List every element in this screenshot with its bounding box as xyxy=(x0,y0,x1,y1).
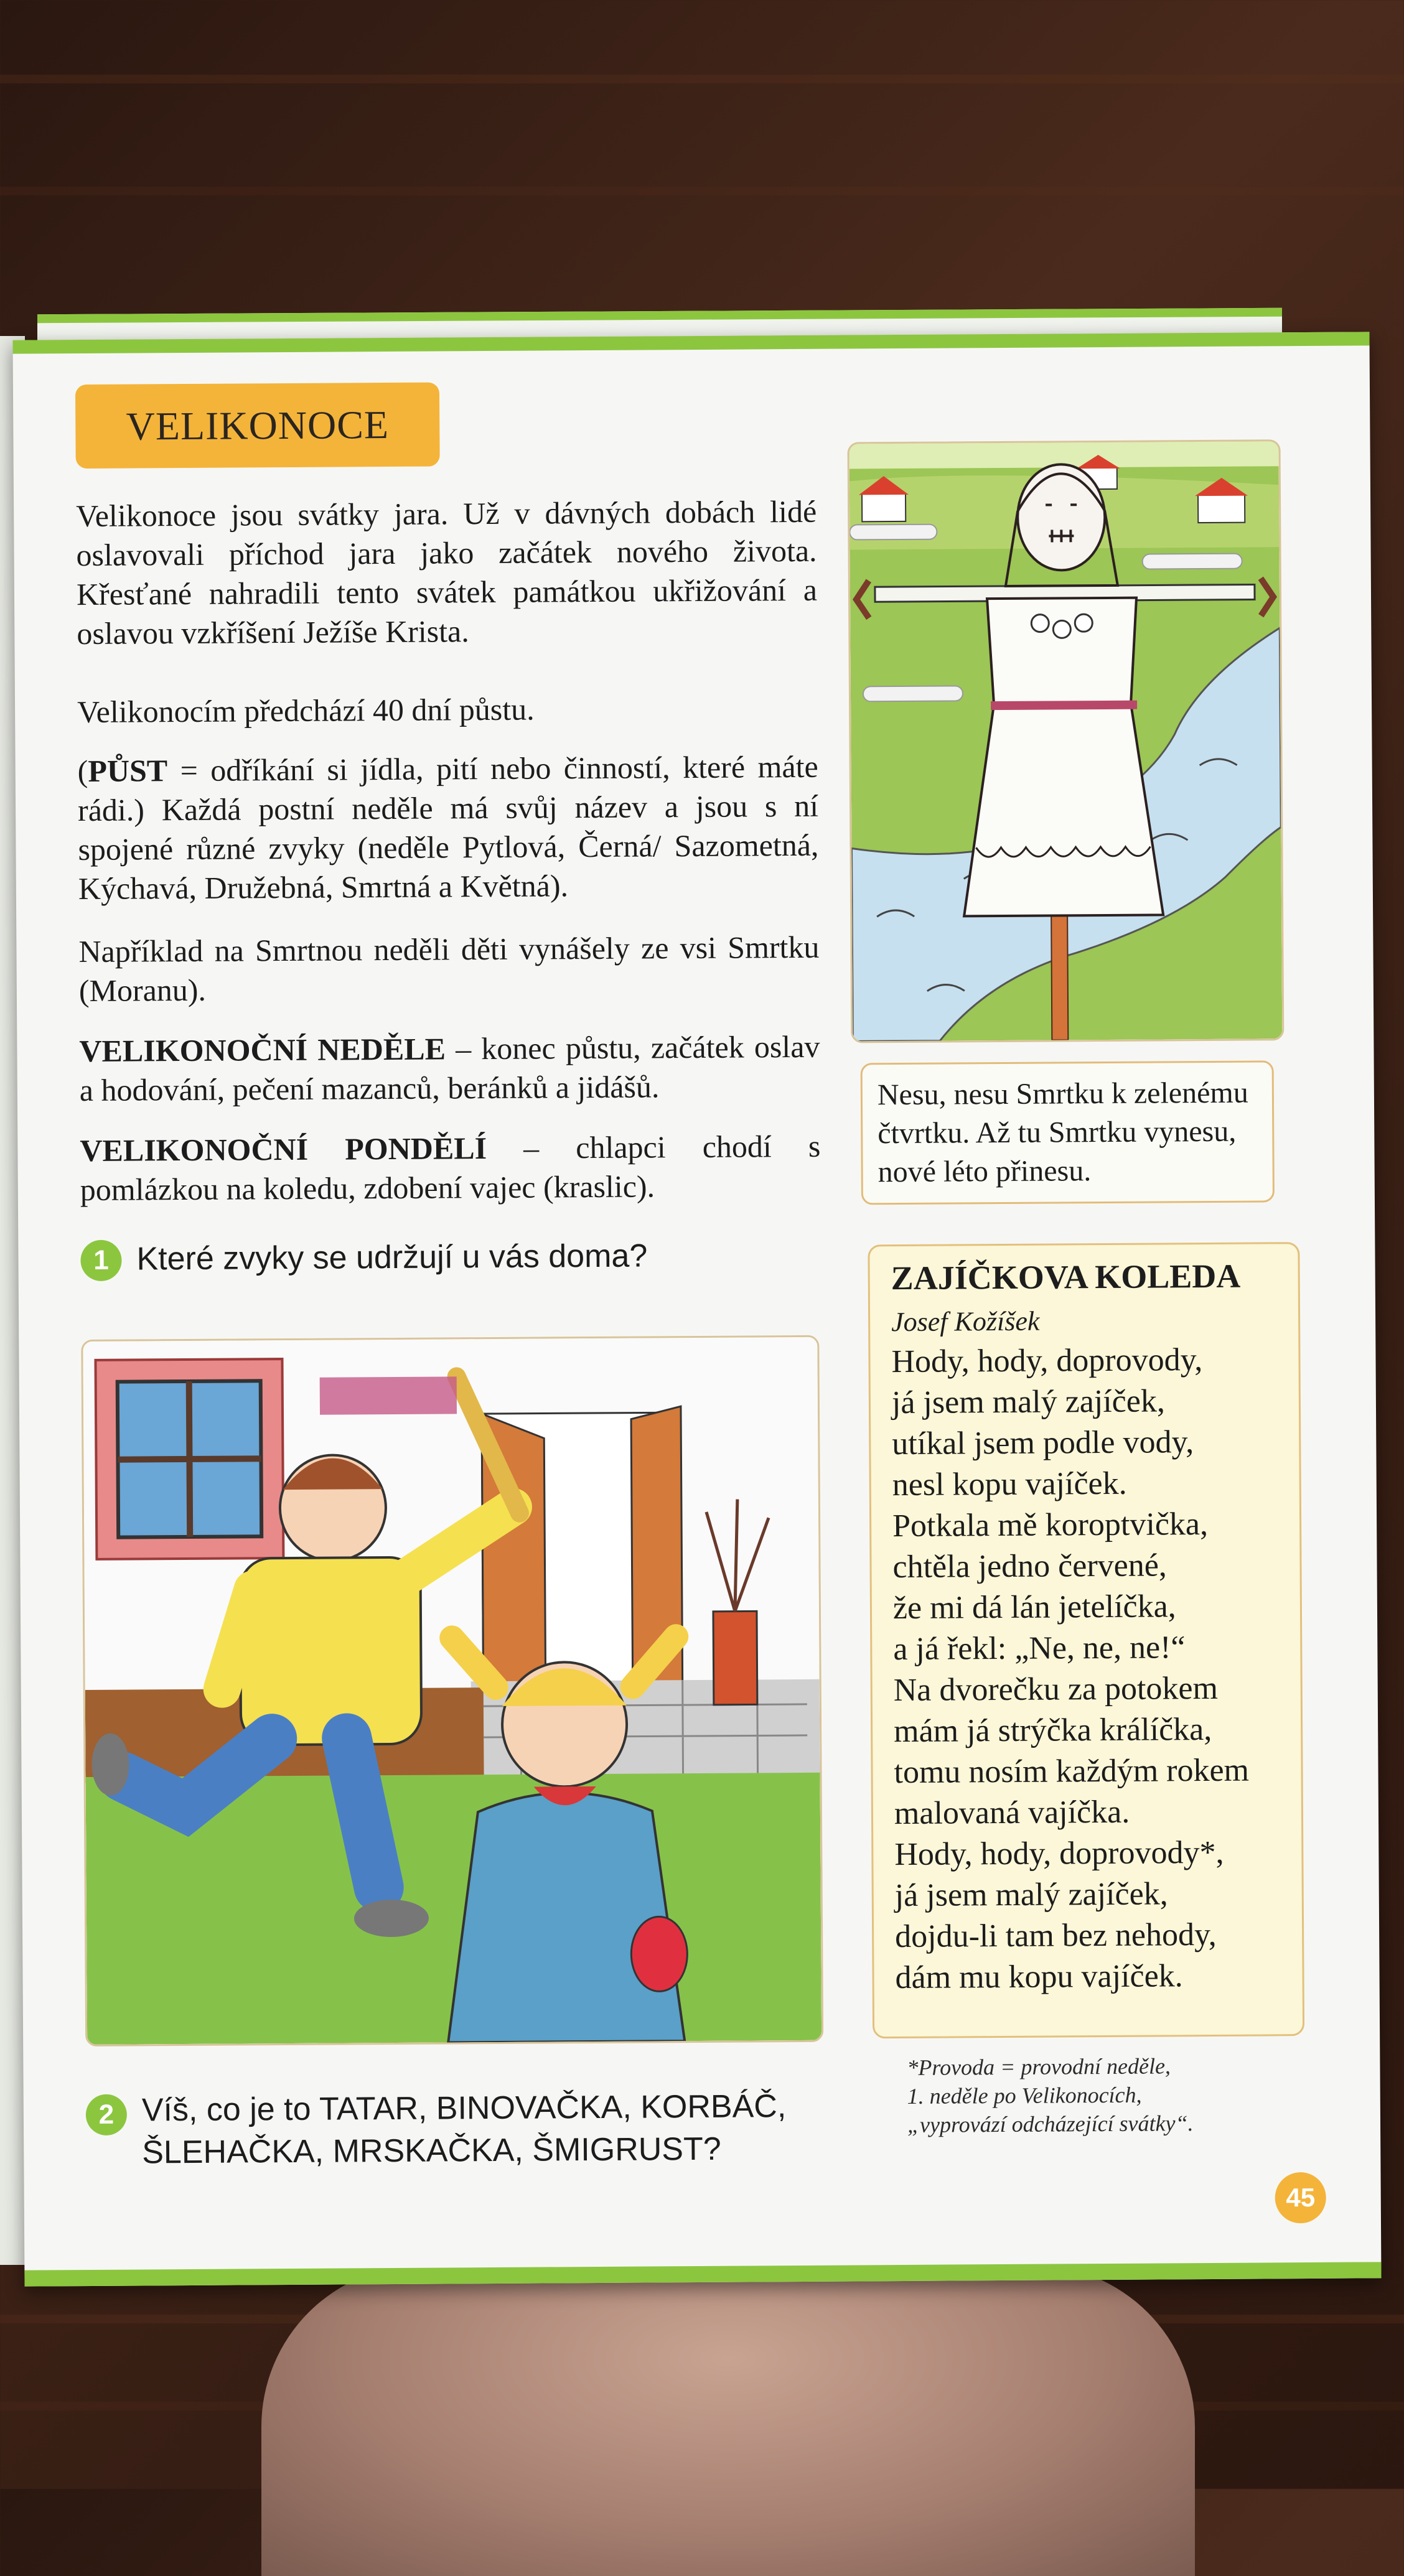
monday-term: VELIKONOČNÍ PONDĚLÍ xyxy=(80,1131,487,1169)
poem-line: Hody, hody, doprovody*, xyxy=(894,1834,1224,1873)
poem-line: Hody, hody, doprovody, xyxy=(891,1342,1203,1380)
footnote-line: „vyprovází odcházející svátky“. xyxy=(907,2111,1194,2137)
question-2-line-1: Víš, co je to TATAR, BINOVAČKA, KORBÁČ, xyxy=(141,2088,787,2129)
page-title: VELIKONOCE xyxy=(126,402,390,449)
intro-paragraph: Velikonoce jsou svátky jara. Už v dávných dobách lidé oslavovali příchod jara jako začátek nového života. Křesťané nahradili tento svátek památkou ukřižování a oslavou vzkříšení Ježíše Krista. xyxy=(76,493,818,651)
poem-line: mám já strýčka králíčka, xyxy=(893,1711,1212,1750)
monday-text: – chlapci chodí s pomlázkou na koledu, zdobení vajec (kraslic). xyxy=(80,1128,821,1208)
background-knee xyxy=(261,2265,1195,2576)
poem-line: malovaná vajíčka. xyxy=(894,1794,1130,1832)
poem-line: tomu nosím každým rokem xyxy=(894,1752,1250,1791)
sunday-paragraph xyxy=(79,1027,820,1110)
poem-line: dám mu kopu vajíček. xyxy=(895,1958,1183,1996)
poem-line: dojdu-li tam bez nehody, xyxy=(894,1916,1217,1955)
poem-line: Na dvorečku za potokem xyxy=(893,1670,1219,1709)
poem-line: Potkala mě koroptvička, xyxy=(892,1506,1209,1544)
scarecrow-caption: Nesu, nesu Smrtku k zelenému čtvrtku. Až tu Smrtku vynesu, nové léto přinesu. xyxy=(861,1060,1275,1205)
question-2-line-2: ŠLEHAČKA, MRSKAČKA, ŠMIGRUST? xyxy=(142,2130,721,2171)
footnote xyxy=(907,2051,1281,2139)
page-number: 45 xyxy=(1275,2172,1326,2223)
poem-box xyxy=(868,1242,1304,2038)
scarecrow-smrtka-illustration xyxy=(847,439,1284,1043)
poem-line: že mi dá lán jetelíčka, xyxy=(892,1589,1176,1626)
sunday-text: – konec půstu, začátek oslav a hodování, pečení mazanců, beránků a jidášů. xyxy=(79,1029,820,1108)
poem-line: já jsem malý zajíček, xyxy=(894,1876,1168,1914)
footnote-line: *Provoda = provodní neděle, xyxy=(907,2053,1171,2080)
poem-line: já jsem malý zajíček, xyxy=(891,1383,1166,1421)
pust-paragraph: (PŮST = odříkání si jídla, pití nebo činností, které máte rádi.) Každá postní neděle má svůj název a jsou s ní spojené různé zvyky (neděle Pytlová, Černá/ Sazometná, Kýchavá, Družebná, Smrtná a Květná). xyxy=(77,749,819,907)
poem-author: Josef Kožíšek xyxy=(891,1305,1040,1338)
sunday-term: VELIKONOČNÍ NEDĚLE xyxy=(79,1031,446,1069)
pust-term: PŮST xyxy=(88,753,168,788)
lent-line: Velikonocím předchází 40 dní půstu. xyxy=(77,691,535,730)
monday-paragraph xyxy=(80,1127,821,1210)
title-badge xyxy=(75,383,440,469)
easter-children-illustration xyxy=(81,1335,823,2046)
question-2-text xyxy=(142,2084,858,2173)
poem-line: a já řekl: „Ne, ne, ne!“ xyxy=(893,1630,1186,1668)
poem-line: chtěla jedno červené, xyxy=(892,1547,1168,1585)
question-1-text: Které zvyky se udržují u vás doma? xyxy=(136,1238,648,1277)
poem-lines xyxy=(891,1339,1281,1999)
poem-line: nesl kopu vajíček. xyxy=(892,1465,1127,1503)
question-2-number: 2 xyxy=(86,2094,127,2135)
question-1-number: 1 xyxy=(80,1240,121,1281)
pust-text: = odříkání si jídla, pití nebo činností, které máte rádi.) Každá postní neděle má svůj název a jsou s ní spojené různé zvyky (neděle Pytlová, Černá/ Sazometná, Kýchavá, Družebná, Smrtná a Květná). xyxy=(77,749,819,907)
footnote-line: 1. neděle po Velikonocích, xyxy=(907,2082,1142,2109)
poem-title: ZAJÍČKOVA KOLEDA xyxy=(891,1257,1241,1297)
smrtna-paragraph: Například na Smrtnou neděli děti vynášely ze vsi Smrtku (Moranu). xyxy=(78,929,820,1009)
poem-line: utíkal jsem podle vody, xyxy=(892,1424,1194,1462)
book-page xyxy=(12,332,1381,2286)
